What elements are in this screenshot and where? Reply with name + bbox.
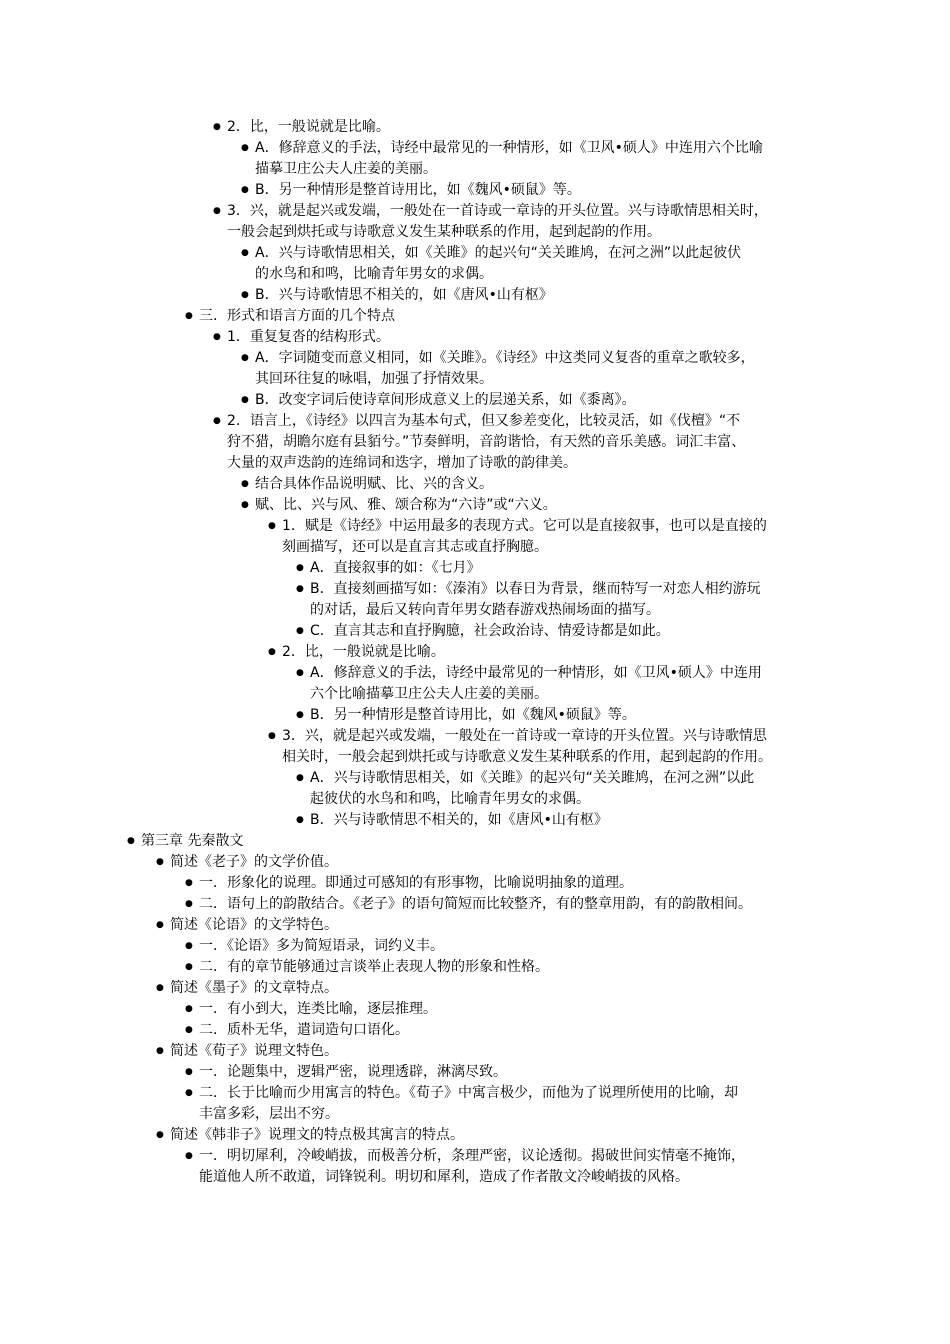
outline-item <box>310 663 762 705</box>
outline-text-line: 第三章 先秦散文 <box>141 833 244 849</box>
outline-item <box>310 558 481 579</box>
outline-text-line: 一．《论语》多为简短语录，词约义丰。 <box>199 938 444 954</box>
outline-item <box>199 306 395 327</box>
outline-text-line: 3．兴，就是起兴或发端，一般处在一首诗或一章诗的开头位置。兴与诗歌情思相关时， <box>227 203 768 219</box>
outline-text-line: 简述《荀子》说理文特色。 <box>170 1043 338 1059</box>
outline-item <box>282 516 767 558</box>
outline-item <box>255 180 581 201</box>
outline-item <box>199 1146 745 1188</box>
outline-text-line: B．另一种情形是整首诗用比，如《魏风•硕鼠》等。 <box>310 707 636 723</box>
outline-text-line: 狩不猎，胡瞻尔庭有县貊兮。”节奏鲜明，音韵谐恰，有天然的音乐美感。词汇丰富、 <box>227 434 746 450</box>
outline-text-line: A．直接叙事的如：《七月》 <box>310 560 481 576</box>
bullet-dot: ● <box>127 836 135 846</box>
bullet-dot: ● <box>185 1088 193 1098</box>
outline-text-line: 六个比喻描摹卫庄公夫人庄姜的美丽。 <box>310 686 548 702</box>
bullet-dot: ● <box>241 248 249 258</box>
outline-text-line: A．修辞意义的手法，诗经中最常见的一种情形，如《卫风•硕人》中连用六个比喻 <box>255 140 763 156</box>
bullet-dot: ● <box>241 479 249 489</box>
bullet-dot: ● <box>268 521 276 531</box>
outline-item <box>170 1041 338 1062</box>
outline-item <box>199 1020 409 1041</box>
outline-text-line: 2．比，一般说就是比喻。 <box>282 644 445 660</box>
outline-text-line: 二．有的章节能够通过言谈举止表现人物的形象和性格。 <box>199 959 549 975</box>
outline-item <box>141 831 243 852</box>
outline-text-line: 结合具体作品说明赋、比、兴的含义。 <box>255 476 493 492</box>
bullet-dot: ● <box>156 983 164 993</box>
outline-text-line: 其回环往复的咏唱，加强了抒情效果。 <box>255 371 493 387</box>
outline-text-line: 2．比，一般说就是比喻。 <box>227 119 390 135</box>
outline-text-line: 一．有小到大，连类比喻，逐层推理。 <box>199 1001 437 1017</box>
bullet-dot: ● <box>213 416 221 426</box>
outline-item <box>255 474 493 495</box>
bullet-dot: ● <box>241 353 249 363</box>
outline-text-line: 的对话，最后又转向青年男女踏春游戏热闹场面的描写。 <box>310 602 660 618</box>
outline-item <box>310 621 670 642</box>
outline-text-line: A．修辞意义的手法，诗经中最常见的一种情形，如《卫风•硕人》中连用 <box>310 665 762 681</box>
outline-text-line: 相关时，一般会起到烘托或与诗歌意义发生某种联系的作用，起到起韵的作用。 <box>282 749 772 765</box>
bullet-dot: ● <box>296 563 304 573</box>
outline-text-line: B．改变字词后使诗章间形成意义上的层递关系，如《黍离》。 <box>255 392 636 408</box>
outline-item <box>255 138 763 180</box>
outline-item <box>227 327 390 348</box>
bullet-dot: ● <box>185 899 193 909</box>
bullet-dot: ● <box>241 185 249 195</box>
outline-text-line: 描摹卫庄公夫人庄姜的美丽。 <box>255 161 437 177</box>
outline-item <box>227 201 768 243</box>
bullet-dot: ● <box>156 920 164 930</box>
bullet-dot: ● <box>156 857 164 867</box>
outline-text-line: 二．长于比喻而少用寓言的特色。《荀子》中寓言极少，而他为了说理所使用的比喻，却 <box>199 1085 738 1101</box>
bullet-dot: ● <box>185 1067 193 1077</box>
outline-item <box>255 348 755 390</box>
outline-text-line: 二．质朴无华，遣词造句口语化。 <box>199 1022 409 1038</box>
outline-item <box>310 579 761 621</box>
outline-text-line: 简述《墨子》的文章特点。 <box>170 980 338 996</box>
outline-item <box>170 915 338 936</box>
outline-text-line: B．兴与诗歌情思不相关的，如《唐风•山有枢》 <box>310 812 608 828</box>
bullet-dot: ● <box>268 731 276 741</box>
bullet-dot: ● <box>213 206 221 216</box>
outline-item <box>282 642 445 663</box>
bullet-dot: ● <box>213 332 221 342</box>
outline-text-line: 2．语言上，《诗经》以四言为基本句式，但又参差变化，比较灵活，如《伐檀》“不 <box>227 413 741 429</box>
outline-text-line: 丰富多彩，层出不穷。 <box>199 1106 339 1122</box>
outline-text-line: B．直接刻画描写如：《溱洧》以春日为背景，继而特写一对恋人相约游玩 <box>310 581 761 597</box>
bullet-dot: ● <box>296 815 304 825</box>
outline-text-line: 能道他人所不敢道，词锋锐利。明切和犀利，造成了作者散文冷峻峭拔的风格。 <box>199 1169 689 1185</box>
bullet-dot: ● <box>296 668 304 678</box>
bullet-dot: ● <box>296 626 304 636</box>
outline-text-line: 赋、比、兴与风、雅、颂合称为“六诗”或“六义。 <box>255 497 557 513</box>
outline-text-line: 简述《老子》的文学价值。 <box>170 854 338 870</box>
outline-item <box>255 285 553 306</box>
bullet-dot: ● <box>241 395 249 405</box>
outline-item <box>255 390 636 411</box>
outline-text-line: C．直言其志和直抒胸臆，社会政治诗、情爱诗都是如此。 <box>310 623 670 639</box>
bullet-dot: ● <box>185 1025 193 1035</box>
bullet-dot: ● <box>296 773 304 783</box>
bullet-dot: ● <box>185 941 193 951</box>
bullet-dot: ● <box>156 1046 164 1056</box>
bullet-dot: ● <box>185 311 193 321</box>
outline-text-line: A．字词随变而意义相同，如《关雎》。《诗经》中这类同义复沓的重章之歌较多， <box>255 350 755 366</box>
outline-text-line: 起彼伏的水鸟和和鸣，比喻青年男女的求偶。 <box>310 791 590 807</box>
bullet-dot: ● <box>241 143 249 153</box>
outline-item <box>199 936 444 957</box>
outline-text-line: 一．形象化的说理。即通过可感知的有形事物，比喻说明抽象的道理。 <box>199 875 633 891</box>
outline-item <box>199 894 752 915</box>
outline-item <box>199 1062 507 1083</box>
outline-text-line: 一．论题集中，逻辑严密，说理透辟，淋漓尽致。 <box>199 1064 507 1080</box>
outline-text-line: A．兴与诗歌情思相关，如《关雎》的起兴句“关关雎鸠，在河之洲”以此 <box>310 770 755 786</box>
bullet-dot: ● <box>185 878 193 888</box>
outline-text-line: 一般会起到烘托或与诗歌意义发生某种联系的作用，起到起韵的作用。 <box>227 224 661 240</box>
outline-text-line: B．兴与诗歌情思不相关的，如《唐风•山有枢》 <box>255 287 553 303</box>
outline-item <box>310 705 636 726</box>
bullet-dot: ● <box>241 290 249 300</box>
outline-item <box>170 978 338 999</box>
outline-item <box>199 999 437 1020</box>
outline-text-line: 刻画描写，还可以是直言其志或直抒胸臆。 <box>282 539 548 555</box>
outline-item <box>199 873 633 894</box>
outline-item <box>170 852 338 873</box>
outline-text-line: 简述《论语》的文学特色。 <box>170 917 338 933</box>
outline-text-line: 大量的双声迭韵的连绵词和迭字，增加了诗歌的韵律美。 <box>227 455 577 471</box>
bullet-dot: ● <box>213 122 221 132</box>
outline-text-line: B．另一种情形是整首诗用比，如《魏风•硕鼠》等。 <box>255 182 581 198</box>
outline-item <box>255 243 741 285</box>
outline-item <box>227 411 745 474</box>
outline-item <box>255 495 557 516</box>
outline-text-line: 的水鸟和和鸣，比喻青年男女的求偶。 <box>255 266 493 282</box>
outline-text-line: 1．赋是《诗经》中运用最多的表现方式。它可以是直接叙事，也可以是直接的 <box>282 518 767 534</box>
outline-text-line: 3．兴，就是起兴或发端，一般处在一首诗或一章诗的开头位置。兴与诗歌情思 <box>282 728 767 744</box>
outline-item <box>199 957 549 978</box>
bullet-dot: ● <box>296 710 304 720</box>
outline-item <box>310 768 754 810</box>
outline-item <box>227 117 390 138</box>
bullet-dot: ● <box>241 500 249 510</box>
bullet-dot: ● <box>296 584 304 594</box>
bullet-dot: ● <box>185 1004 193 1014</box>
bullet-dot: ● <box>185 1151 193 1161</box>
outline-text-line: 二．语句上的韵散结合。《老子》的语句简短而比较整齐，有的整章用韵，有的韵散相间。 <box>199 896 752 912</box>
bullet-dot: ● <box>268 647 276 657</box>
outline-text-line: 一．明切犀利，冷峻峭拔，而极善分析，条理严密，议论透彻。揭破世间实情毫不掩饰， <box>199 1148 745 1164</box>
outline-item <box>310 810 608 831</box>
outline-item <box>282 726 772 768</box>
bullet-dot: ● <box>156 1130 164 1140</box>
outline-text-line: 简述《韩非子》说理文的特点极其寓言的特点。 <box>170 1127 464 1143</box>
outline-text-line: 三．形式和语言方面的几个特点 <box>199 308 395 324</box>
bullet-dot: ● <box>185 962 193 972</box>
outline-text-line: 1．重复复沓的结构形式。 <box>227 329 390 345</box>
outline-text-line: A．兴与诗歌情思相关，如《关雎》的起兴句“关关雎鸠，在河之洲”以此起彼伏 <box>255 245 742 261</box>
outline-item <box>199 1083 738 1125</box>
outline-item <box>170 1125 464 1146</box>
